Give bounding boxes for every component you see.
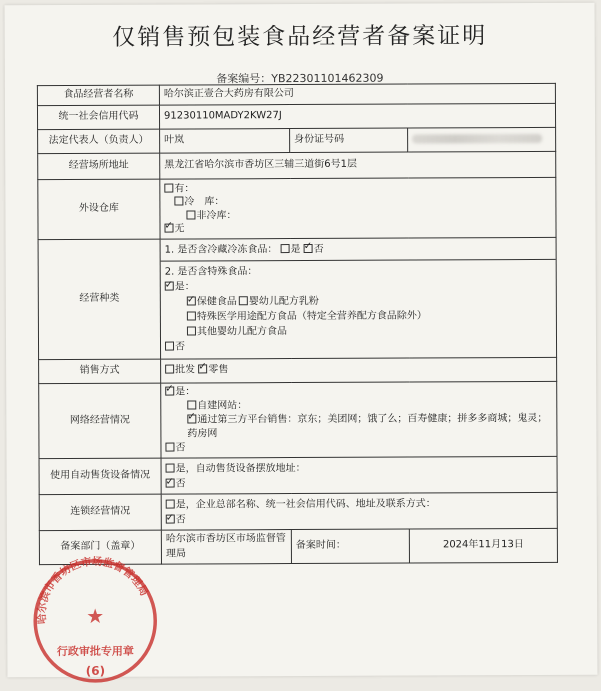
value-vending xyxy=(161,456,557,494)
value-id-number-redacted xyxy=(408,127,556,152)
online-yes-text: 是： xyxy=(175,386,196,398)
seal-top-text: 哈尔滨市香坊区市场监督管理局 xyxy=(35,555,151,625)
row-credit-code xyxy=(37,103,555,129)
checkbox-warehouse-no[interactable] xyxy=(164,224,173,233)
row-operator-name xyxy=(37,83,555,105)
checkbox-infant-formula[interactable] xyxy=(239,296,248,305)
q2-health-line xyxy=(165,293,552,310)
business-q1 xyxy=(161,239,556,262)
row-address xyxy=(38,151,556,179)
online-no-text: 否 xyxy=(175,442,186,454)
non-cold-storage-text: 非冷库： xyxy=(196,209,237,221)
value-warehouse xyxy=(160,177,556,239)
q2-text: 2. 是否含特殊食品： xyxy=(164,266,258,278)
registration-number: 备案编号：YB22301101462309 xyxy=(216,71,384,86)
label-id-number: 身份证号码 xyxy=(290,128,408,153)
checkbox-other-infant[interactable] xyxy=(187,327,196,336)
checkbox-wholesale[interactable] xyxy=(165,365,174,374)
vending-no-line xyxy=(166,474,553,491)
q2-other-infant-line xyxy=(165,323,552,340)
label-legal-rep: 法定代表人（负责人） xyxy=(38,129,160,154)
certificate-sheet xyxy=(5,3,598,678)
q2-no-text: 否 xyxy=(175,341,186,353)
checkbox-warehouse-yes[interactable] xyxy=(164,183,173,192)
label-online: 网络经营情况 xyxy=(39,383,161,459)
retail-text: 零售 xyxy=(208,364,229,376)
checkbox-cold-storage[interactable] xyxy=(174,197,183,206)
vending-yes-text: 是，自动售货设备摆放地址： xyxy=(175,462,306,475)
row-warehouse xyxy=(38,177,556,239)
chain-yes-line xyxy=(166,495,553,512)
checkbox-q2-yes[interactable] xyxy=(165,282,174,291)
q1-no-text: 否 xyxy=(313,243,324,255)
checkbox-chain-yes[interactable] xyxy=(166,499,175,508)
document-title: 仅销售预包装食品经营者备案证明 xyxy=(112,23,488,51)
value-online xyxy=(161,381,557,458)
label-address: 经营场所地址 xyxy=(38,153,160,180)
checkbox-q1-no[interactable] xyxy=(304,244,313,253)
row-chain xyxy=(39,492,557,530)
redacted-id-blur xyxy=(412,134,542,144)
online-no-line xyxy=(165,440,552,456)
cold-storage-text: 冷 库： xyxy=(184,196,225,208)
label-operator-name: 食品经营者名称 xyxy=(37,85,159,106)
chain-no-text: 否 xyxy=(175,514,186,526)
row-vending xyxy=(39,456,557,494)
checkbox-online-yes[interactable] xyxy=(165,387,174,396)
warehouse-no-text: 无 xyxy=(174,223,185,235)
online-third-party-line xyxy=(165,412,552,442)
official-seal xyxy=(25,551,166,691)
vending-yes-line xyxy=(166,459,553,476)
checkbox-vending-no[interactable] xyxy=(166,478,175,487)
value-filing-dept: 哈尔滨市香坊区市场监督管理局 xyxy=(161,530,291,565)
checkbox-chain-no[interactable] xyxy=(166,514,175,523)
q1-yes-text: 是 xyxy=(290,243,301,255)
value-sales-mode xyxy=(161,357,557,383)
q2-yes-text: 是： xyxy=(174,281,195,293)
row-legal-rep xyxy=(38,127,556,153)
warehouse-no-line xyxy=(164,221,551,236)
checkbox-vending-yes[interactable] xyxy=(166,463,175,472)
label-warehouse: 外设仓库 xyxy=(38,179,160,240)
q2-medical-line xyxy=(165,308,552,325)
value-filing-time: 2024年11月13日 xyxy=(409,528,557,563)
seal-middle-text: 行政审批专用章 xyxy=(56,644,134,659)
value-chain xyxy=(161,492,557,530)
checkbox-health-food[interactable] xyxy=(187,297,196,306)
seal-star-icon: ★ xyxy=(86,603,105,628)
value-legal-rep: 叶岚 xyxy=(160,129,290,154)
row-business-type xyxy=(38,237,557,359)
health-food-text: 保健食品 xyxy=(196,296,237,308)
certificate-table xyxy=(37,83,558,565)
row-sales-mode xyxy=(39,357,557,383)
label-business-type: 经营种类 xyxy=(38,239,161,360)
business-q2 xyxy=(161,260,556,358)
checkbox-q1-yes[interactable] xyxy=(281,244,290,253)
vending-no-text: 否 xyxy=(175,478,186,490)
label-chain: 连锁经营情况 xyxy=(39,494,161,531)
wholesale-text: 批发 xyxy=(175,364,196,376)
q2-yes-line xyxy=(165,278,552,295)
checkbox-third-party[interactable] xyxy=(187,414,196,423)
checkbox-retail[interactable] xyxy=(198,365,207,374)
warehouse-yes-text: 有： xyxy=(174,182,195,195)
chain-yes-text: 是，企业总部名称、统一社会信用代码、地址及联系方式： xyxy=(175,497,436,511)
checkbox-non-cold-storage[interactable] xyxy=(186,210,195,219)
q1-text: 1. 是否含冷藏冷冻食品： xyxy=(164,243,278,256)
label-filing-time: 备案时间： xyxy=(291,529,409,564)
checkbox-medical-food[interactable] xyxy=(187,312,196,321)
value-operator-name: 哈尔滨正壹合大药房有限公司 xyxy=(159,83,555,105)
row-online xyxy=(39,381,557,458)
label-credit-code: 统一社会信用代码 xyxy=(37,105,159,130)
label-filing-dept: 备案部门（盖章） xyxy=(39,530,161,565)
value-address: 黑龙江省哈尔滨市香坊区三辅三道街6号1层 xyxy=(160,151,556,179)
checkbox-own-site[interactable] xyxy=(187,400,196,409)
own-site-text: 自建网站： xyxy=(197,400,248,412)
third-party-text: 通过第三方平台销售：京东；美团网；饿了么；百寿健康；拼多多商城；鬼灵；药房网 xyxy=(187,412,548,440)
checkbox-q2-no[interactable] xyxy=(165,342,174,351)
checkbox-online-no[interactable] xyxy=(165,443,174,452)
seal-number: (6) xyxy=(85,663,106,678)
chain-no-line xyxy=(166,510,553,527)
label-sales-mode: 销售方式 xyxy=(39,359,161,384)
q2-no-line xyxy=(165,338,552,355)
infant-formula-text: 婴幼儿配方乳粉 xyxy=(248,296,319,308)
label-vending: 使用自动售货设备情况 xyxy=(39,458,161,495)
value-business-type xyxy=(160,237,557,359)
value-credit-code: 91230110MADY2KW27J xyxy=(159,103,555,129)
medical-food-text: 特殊医学用途配方食品（特定全营养配方食品除外） xyxy=(196,310,427,323)
other-infant-text: 其他婴幼儿配方食品 xyxy=(196,326,287,338)
